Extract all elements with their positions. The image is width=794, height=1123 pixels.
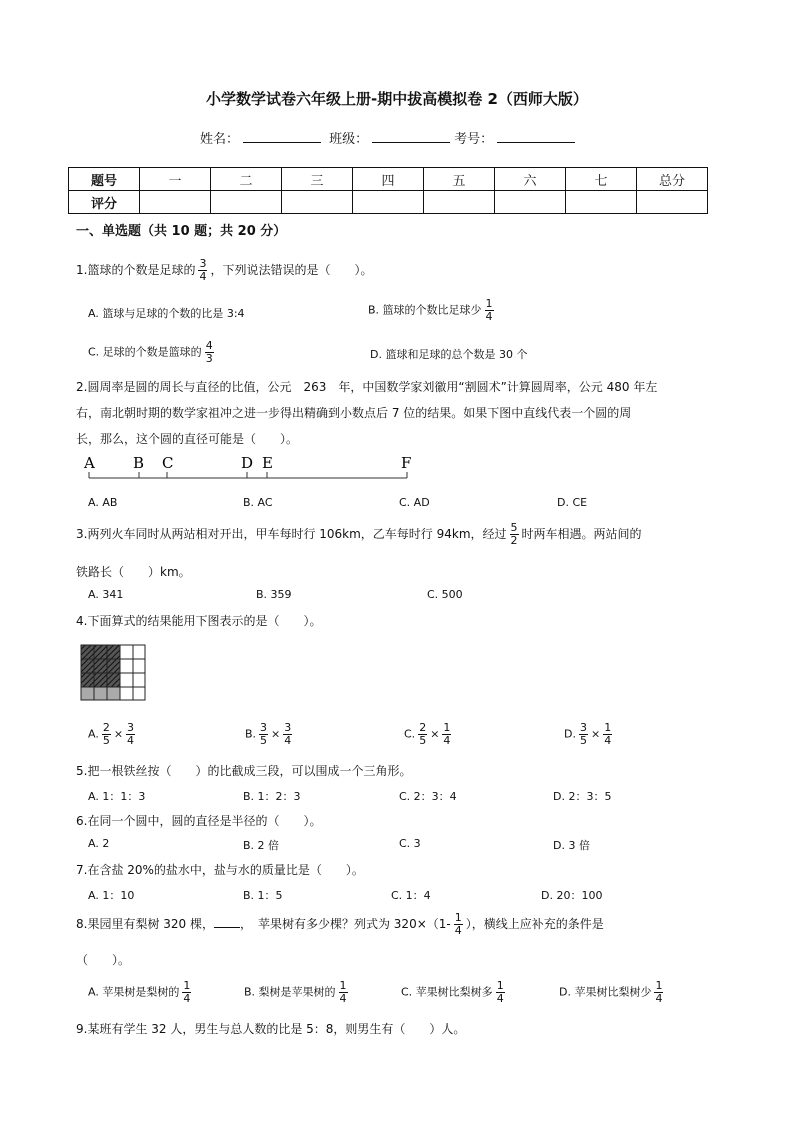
q2-option-a[interactable]: A. AB: [88, 496, 118, 509]
fraction: $\frac{4}{3}$: [205, 339, 213, 366]
q6-option-c[interactable]: C. 3: [399, 837, 421, 850]
score-table: [68, 167, 708, 214]
score-cell: 总分: [637, 168, 708, 191]
q2-line-3: 长，那么，这个圆的直径可能是（ ）。: [76, 432, 299, 446]
q1-option-b[interactable]: B. 篮球的个数比足球少 $\frac{1}{4}$: [368, 297, 493, 324]
score-cell: 五: [424, 168, 495, 191]
point-label: E: [262, 454, 273, 472]
score-input-cell: [282, 191, 353, 214]
score-input-cell: [495, 191, 566, 214]
q3-text: 时两车相遇。两站间的: [521, 527, 642, 542]
q8-option-d[interactable]: D. 苹果树比梨树少 $\frac{1}{4}$: [559, 979, 663, 1006]
q2-option-d[interactable]: D. CE: [557, 496, 588, 509]
q1-option-c[interactable]: C. 足球的个数是篮球的 $\frac{4}{3}$: [88, 339, 213, 366]
q1-text: 1.篮球的个数是足球的: [76, 263, 196, 278]
q8-option-a[interactable]: A. 苹果树是梨树的 $\frac{1}{4}$: [88, 979, 191, 1006]
fraction: $\frac{1}{4}$: [454, 911, 462, 938]
q1-option-a[interactable]: A. 篮球与足球的个数的比是 3:4: [88, 307, 245, 320]
score-cell: 七: [566, 168, 637, 191]
q5-option-c[interactable]: C. 2：3：4: [399, 790, 457, 803]
q7-option-a[interactable]: A. 1：10: [88, 889, 135, 902]
name-blank: [243, 129, 321, 143]
q4-option-c[interactable]: C. $\frac{2}{5}$ × $\frac{1}{4}$: [404, 721, 451, 748]
q8-text: ， 苹果树有多少棵？列式为 320×（1-: [239, 917, 451, 932]
class-blank: [372, 129, 450, 143]
q3-text: 3.两列火车同时从两站相对开出，甲车每时行 106km，乙车每时行 94km，经过: [76, 527, 507, 542]
question-6: 6.在同一个圆中，圆的直径是半径的（ ）。: [76, 814, 322, 828]
hatched-region: [81, 645, 120, 687]
q3-option-c[interactable]: C. 500: [427, 588, 463, 601]
q3-option-b[interactable]: B. 359: [256, 588, 292, 601]
q8-text: 8.果园里有梨树 320 棵，: [76, 917, 214, 932]
score-cell: 题号: [69, 168, 140, 191]
question-1: [76, 258, 372, 283]
fill-blank[interactable]: [214, 915, 240, 928]
q7-option-c[interactable]: C. 1：4: [391, 889, 431, 902]
exam-label: 考号：: [454, 132, 494, 147]
score-cell: 六: [495, 168, 566, 191]
q6-option-b[interactable]: B. 2 倍: [243, 839, 280, 852]
page-title: 小学数学试卷六年级上册-期中拔高模拟卷 2（西师大版）: [206, 90, 588, 108]
score-cell: 二: [211, 168, 282, 191]
class-label: 班级：: [329, 132, 369, 147]
score-cell: 评分: [69, 191, 140, 214]
point-label: A: [84, 454, 95, 472]
q5-option-d[interactable]: D. 2：3：5: [553, 790, 612, 803]
q8-option-b[interactable]: B. 梨树是苹果树的 $\frac{1}{4}$: [244, 979, 347, 1006]
score-table-header-row: [69, 168, 708, 191]
q4-option-a[interactable]: A. $\frac{2}{5}$ × $\frac{3}{4}$: [88, 721, 135, 748]
q2-option-c[interactable]: C. AD: [399, 496, 430, 509]
q4-option-b[interactable]: B. $\frac{3}{5}$ × $\frac{3}{4}$: [245, 721, 292, 748]
question-4: 4.下面算式的结果能用下图表示的是（ ）。: [76, 614, 322, 628]
score-input-cell: [140, 191, 211, 214]
score-input-cell: [566, 191, 637, 214]
point-label: D: [241, 454, 254, 472]
point-label: C: [162, 454, 174, 472]
score-cell: 三: [282, 168, 353, 191]
question-5: 5.把一根铁丝按（ ）的比截成三段，可以围成一个三角形。: [76, 764, 412, 778]
question-7: 7.在含盐 20%的盐水中，盐与水的质量比是（ ）。: [76, 863, 364, 877]
score-input-cell: [637, 191, 708, 214]
q2-line-1: 2.圆周率是圆的周长与直径的比值，公元 263 年，中国数学家刘徽用“割圆术”计算圆周率，公元 480 年左: [76, 380, 658, 394]
section-heading: 一、单选题（共 10 题；共 20 分）: [76, 224, 287, 239]
score-input-cell: [353, 191, 424, 214]
q6-option-d[interactable]: D. 3 倍: [553, 839, 590, 852]
question-8: [76, 912, 604, 937]
point-label: B: [133, 454, 145, 472]
score-cell: 一: [140, 168, 211, 191]
segment-diagram: [80, 452, 420, 486]
q2-option-b[interactable]: B. AC: [243, 496, 273, 509]
shaded-region: [81, 687, 120, 700]
q8-text: ），横线上应补充的条件是: [465, 917, 604, 932]
question-9: 9.某班有学生 32 人，男生与总人数的比是 5：8，则男生有（ ）人。: [76, 1022, 466, 1036]
fraction-grid-figure: [80, 644, 146, 702]
q2-line-2: 右，南北朝时期的数学家祖冲之进一步得出精确到小数点后 7 位的结果。如果下图中直线代表一个圆的周: [76, 406, 632, 420]
score-table-grade-row: [69, 191, 708, 214]
student-info: [200, 128, 579, 147]
fraction: $\frac{3}{4}$: [199, 257, 207, 284]
q3-option-a[interactable]: A. 341: [88, 588, 124, 601]
exam-blank: [497, 129, 575, 143]
q5-option-b[interactable]: B. 1：2：3: [243, 790, 301, 803]
score-input-cell: [211, 191, 282, 214]
score-cell: 四: [353, 168, 424, 191]
question-3: [76, 522, 642, 547]
q8-option-c[interactable]: C. 苹果树比梨树多 $\frac{1}{4}$: [401, 979, 504, 1006]
name-label: 姓名：: [200, 132, 240, 147]
q1-text: ，下列说法错误的是（ ）。: [210, 263, 373, 278]
q6-option-a[interactable]: A. 2: [88, 837, 110, 850]
fraction: $\frac{1}{4}$: [485, 297, 493, 324]
fraction: $\frac{5}{2}$: [510, 521, 518, 548]
q3-line-2: 铁路长（ ）km。: [76, 565, 191, 579]
q1-option-d[interactable]: D. 篮球和足球的总个数是 30 个: [370, 348, 528, 361]
q4-option-d[interactable]: D. $\frac{3}{5}$ × $\frac{1}{4}$: [564, 721, 612, 748]
q7-option-d[interactable]: D. 20：100: [541, 889, 603, 902]
q5-option-a[interactable]: A. 1：1：3: [88, 790, 146, 803]
q8-line-2: （ ）。: [76, 953, 131, 967]
point-label: F: [401, 454, 412, 472]
score-input-cell: [424, 191, 495, 214]
q7-option-b[interactable]: B. 1：5: [243, 889, 283, 902]
